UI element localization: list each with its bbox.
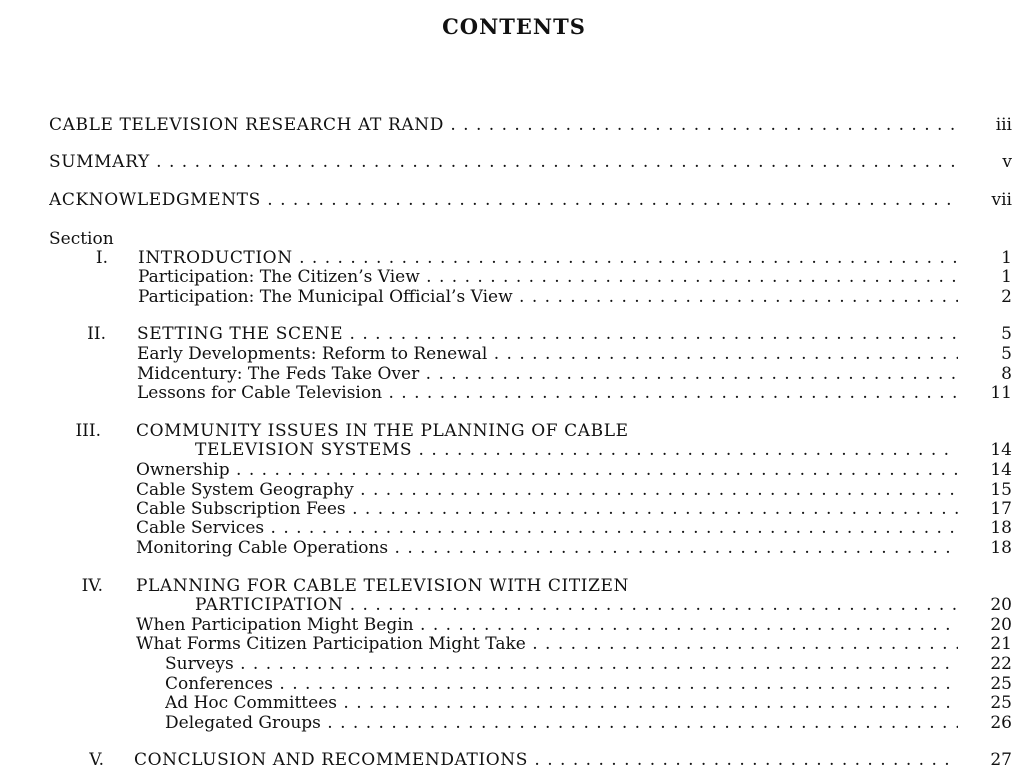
toc-subsubentry — [0, 693, 1028, 713]
toc-page-number: 18 — [990, 538, 1012, 558]
toc-subentry — [0, 518, 1028, 538]
toc-page-number: 5 — [1001, 344, 1012, 364]
toc-entry-label: TELEVISION SYSTEMS . . . — [195, 440, 958, 460]
toc-section-4 — [0, 576, 1028, 596]
toc-entry-label: Cable Subscription Fees . . . — [136, 499, 958, 519]
toc-page-number: 14 — [990, 440, 1012, 460]
toc-entry-acknowledgments — [0, 190, 1028, 210]
toc-entry-label: CONCLUSION AND RECOMMENDATIONS . . . — [134, 750, 958, 770]
toc-subentry — [0, 460, 1028, 480]
toc-section-5 — [0, 750, 1028, 770]
toc-entry-label: INTRODUCTION . . . — [138, 248, 958, 268]
toc-subsubentry — [0, 654, 1028, 674]
toc-subentry — [0, 538, 1028, 558]
section-numeral: III. — [75, 421, 101, 441]
toc-subentry — [0, 480, 1028, 500]
toc-section-4-continued — [0, 595, 1028, 615]
page-title: CONTENTS — [442, 14, 586, 39]
toc-page-number: 5 — [1001, 324, 1012, 344]
section-heading: Section — [49, 229, 114, 249]
toc-page-number: v — [1002, 152, 1012, 172]
toc-entry-label: Cable System Geography . . . — [136, 480, 958, 500]
toc-page-number: vii — [991, 190, 1012, 210]
toc-subsubentry — [0, 713, 1028, 733]
section-numeral: II. — [87, 324, 106, 344]
toc-entry-label: Ad Hoc Committees . . . — [165, 693, 958, 713]
toc-section-1 — [0, 248, 1028, 268]
toc-subsubentry — [0, 674, 1028, 694]
toc-page-number: 26 — [990, 713, 1012, 733]
toc-entry-label: When Participation Might Begin . . . — [136, 615, 958, 635]
toc-section-2 — [0, 324, 1028, 344]
toc-entry-label: Participation: The Citizen’s View . . . — [138, 267, 958, 287]
toc-entry-label: Cable Services . . . — [136, 518, 958, 538]
toc-entry-label: Midcentury: The Feds Take Over . . . — [137, 364, 958, 384]
toc-page-number: 25 — [990, 693, 1012, 713]
toc-page-number: 8 — [1001, 364, 1012, 384]
toc-page-number: 20 — [990, 615, 1012, 635]
toc-page-number: iii — [995, 115, 1012, 135]
toc-page-number: 22 — [990, 654, 1012, 674]
section-numeral: IV. — [81, 576, 103, 596]
toc-page-number: 25 — [990, 674, 1012, 694]
toc-subentry — [0, 267, 1028, 287]
toc-section-3-continued — [0, 440, 1028, 460]
toc-entry-label: Lessons for Cable Television . . . — [137, 383, 958, 403]
toc-entry-label: SUMMARY . . . — [49, 152, 958, 172]
toc-entry-label: COMMUNITY ISSUES IN THE PLANNING OF CABLE — [136, 421, 629, 441]
toc-subentry — [0, 499, 1028, 519]
toc-page-number: 11 — [990, 383, 1012, 403]
toc-page-number: 1 — [1001, 267, 1012, 287]
toc-entry-label: What Forms Citizen Participation Might Take . . . — [136, 634, 958, 654]
toc-page-number: 2 — [1001, 287, 1012, 307]
toc-page-number: 1 — [1001, 248, 1012, 268]
toc-entry-label: Participation: The Municipal Official’s View . . . — [138, 287, 958, 307]
toc-subentry — [0, 383, 1028, 403]
toc-page-number: 20 — [990, 595, 1012, 615]
toc-subentry — [0, 364, 1028, 384]
toc-page-number: 17 — [990, 499, 1012, 519]
toc-entry-label: Delegated Groups . . . — [165, 713, 958, 733]
section-numeral: V. — [89, 750, 104, 770]
toc-entry-label: Early Developments: Reform to Renewal . . . — [137, 344, 958, 364]
toc-entry-label: Conferences . . . — [165, 674, 958, 694]
toc-subentry — [0, 615, 1028, 635]
toc-subentry — [0, 634, 1028, 654]
toc-page-number: 27 — [990, 750, 1012, 770]
toc-entry-label: ACKNOWLEDGMENTS . . . — [49, 190, 958, 210]
toc-entry-research — [0, 115, 1028, 135]
toc-entry-label: Ownership . . . — [136, 460, 958, 480]
toc-entry-label: CABLE TELEVISION RESEARCH AT RAND . . . — [49, 115, 958, 135]
section-numeral: I. — [95, 248, 108, 268]
toc-entry-label: Monitoring Cable Operations . . . — [136, 538, 958, 558]
toc-page-number: 21 — [990, 634, 1012, 654]
toc-subentry — [0, 344, 1028, 364]
toc-entry-label: PLANNING FOR CABLE TELEVISION WITH CITIZEN — [136, 576, 629, 596]
toc-section-3 — [0, 421, 1028, 441]
toc-entry-label: Surveys . . . — [165, 654, 958, 674]
toc-page-number: 15 — [990, 480, 1012, 500]
toc-page-number: 14 — [990, 460, 1012, 480]
toc-page-number: 18 — [990, 518, 1012, 538]
toc-entry-label: PARTICIPATION . . . — [195, 595, 958, 615]
toc-entry-summary — [0, 152, 1028, 172]
toc-entry-label: SETTING THE SCENE . . . — [137, 324, 958, 344]
toc-subentry — [0, 287, 1028, 307]
